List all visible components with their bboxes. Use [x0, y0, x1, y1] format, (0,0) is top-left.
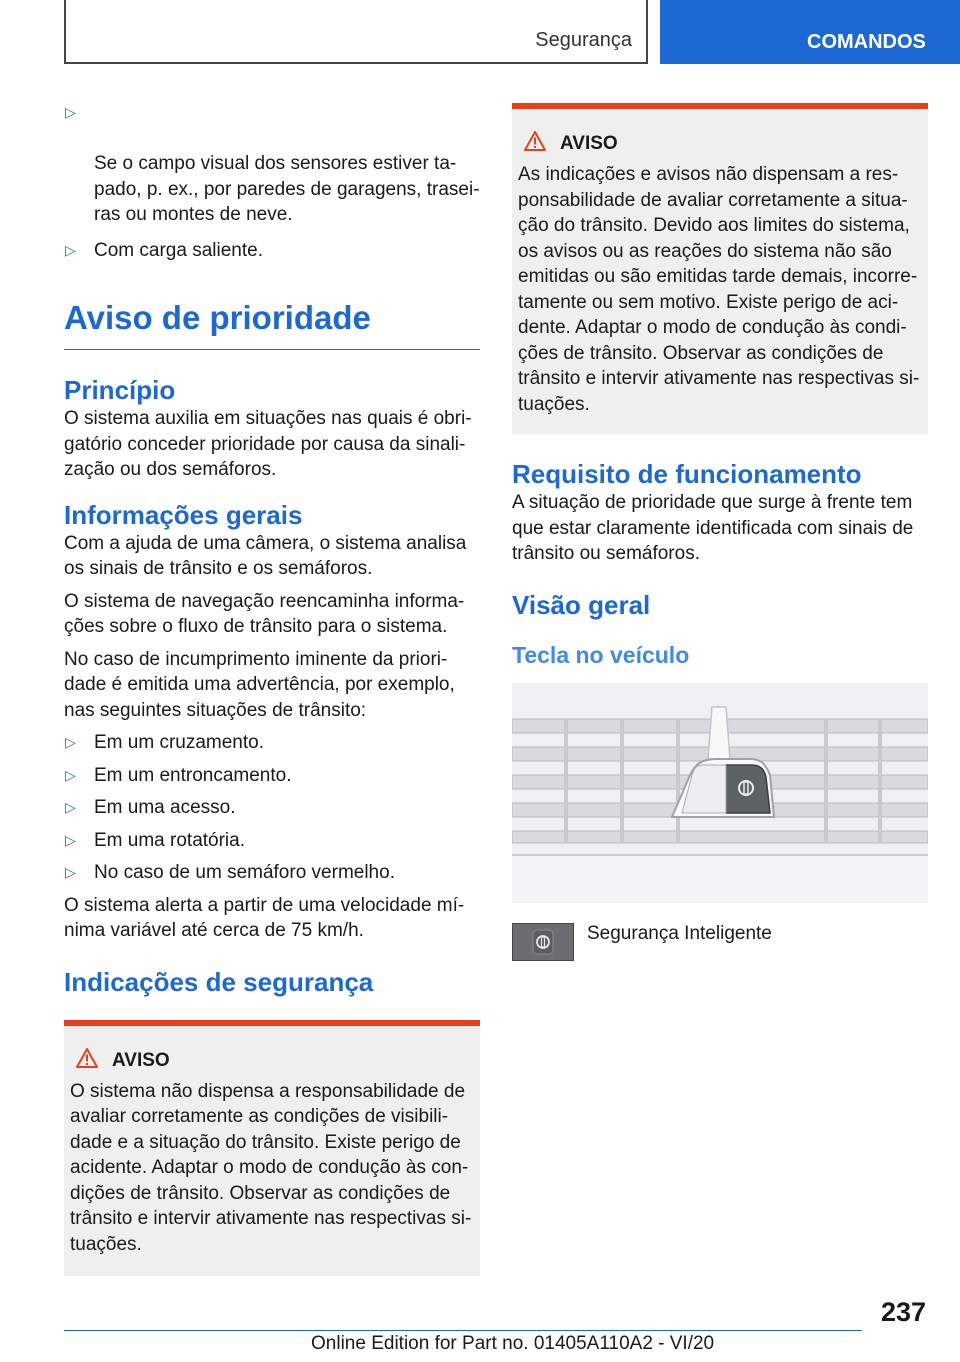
warning-triangle-icon: [524, 131, 546, 151]
button-label: Segurança Inteligente: [587, 922, 772, 944]
button-legend: [512, 923, 928, 963]
overview-heading: Visão geral: [512, 589, 651, 620]
general-heading: Informações gerais: [64, 499, 303, 530]
warning-triangle-icon: [76, 1048, 98, 1068]
list-item: [64, 795, 480, 821]
triangle-bullet-icon: ▷: [65, 766, 76, 783]
warning-title: [70, 1048, 474, 1073]
header-section-title: Segurança: [535, 29, 632, 51]
principle-heading: Princípio: [64, 375, 176, 405]
speed-text: O sistema alerta a partir de uma velocidade mí- nima variável até cerca de 75 km/h.: [64, 894, 465, 941]
section-title: Aviso de prioridade: [64, 299, 371, 336]
title-rule: [64, 349, 480, 350]
list-item-text: No caso de um semáforo vermelho.: [94, 862, 395, 883]
list-item-text: Em uma acesso.: [94, 797, 236, 818]
list-item-text: Em uma rotatória.: [94, 829, 245, 851]
warning-title-text: AVISO: [560, 133, 618, 154]
triangle-bullet-icon: ▷: [65, 864, 76, 880]
general-paragraph-3: No caso de incumprimento iminente da priori- dade é emitida uma advertência, por exemplo, nas seguintes situações de trânsito:: [64, 648, 455, 721]
list-item-text: Em um cruzamento.: [94, 732, 264, 753]
header-section-box: [64, 0, 648, 64]
list-item-text: Em um entroncamento.: [94, 764, 292, 786]
requirement-heading: Requisito de funcionamento: [512, 459, 862, 489]
header-chapter-tab: COMANDOS: [660, 0, 960, 64]
safety-heading: Indicações de segurança: [64, 966, 374, 997]
warning-text: As indicações e avisos não dispensam a res- ponsabilidade de avaliar corretamente a situa- ção do trânsito. Devido aos limites do sistema, os avisos ou as reações do sistema não são emitidas ou são emitidas tarde demais, incorre- tamente ou sem motivo. Existe perigo de aci- dente. Adaptar o modo de condução às condi- ções de trânsito. Observar as condições de trânsito e intervir ativamente nas respectivas si- tuações.: [518, 164, 920, 415]
warning-box: [64, 1020, 480, 1276]
general-paragraph-1: Com a ajuda de uma câmera, o sistema analisa os sinais de trânsito e os semáforos.: [64, 532, 467, 579]
list-item: [64, 100, 480, 228]
footer-rule: [64, 1330, 862, 1331]
warning-title: [518, 131, 922, 156]
left-column: [64, 100, 480, 1276]
grille-button-illustration: [512, 683, 928, 903]
list-item: [64, 238, 480, 264]
list-item-text: Se o campo visual dos sensores estiver ta- pado, p. ex., por paredes de garagens, trasei- ras ou montes de neve.: [94, 153, 480, 225]
triangle-bullet-icon: ▷: [65, 734, 76, 750]
page-number: 237: [880, 1297, 926, 1327]
triangle-bullet-icon: ▷: [65, 831, 76, 848]
list-item: [64, 860, 480, 886]
list-item: [64, 828, 480, 854]
triangle-bullet-icon: ▷: [65, 799, 76, 815]
list-item-text: Com carga saliente.: [94, 239, 263, 261]
warning-title-text: AVISO: [112, 1049, 170, 1071]
principle-text: O sistema auxilia em situações nas quais é obri- gatório conceder prioridade por causa da sinali- zação ou dos semáforos.: [64, 408, 472, 480]
footer-edition: Online Edition for Part no. 01405A110A2 - VI/20: [311, 1333, 715, 1354]
vehicle-button-photo: [512, 683, 928, 903]
triangle-bullet-icon: ▷: [65, 104, 76, 120]
list-item: [64, 730, 480, 756]
warning-text: O sistema não dispensa a responsabilidade de avaliar corretamente as condições de visibili- dade e a situação do trânsito. Existe perigo de acidente. Adaptar o modo de condução às con- dições de trânsito. Observar as condições de trânsito e intervir ativamente nas respectivas si- tuações.: [70, 1080, 472, 1255]
button-heading: Tecla no veículo: [512, 641, 690, 668]
list-item: [64, 763, 480, 789]
warning-box: [512, 103, 928, 434]
right-column: [512, 103, 928, 963]
intelligent-safety-button-icon: [512, 923, 574, 961]
requirement-text: A situação de prioridade que surge à frente tem que estar claramente identificada com sinais de trânsito ou semáforos.: [512, 492, 914, 564]
general-paragraph-2: O sistema de navegação reencaminha informa- ções sobre o fluxo de trânsito para o sistema.: [64, 590, 465, 637]
triangle-bullet-icon: ▷: [65, 241, 76, 258]
